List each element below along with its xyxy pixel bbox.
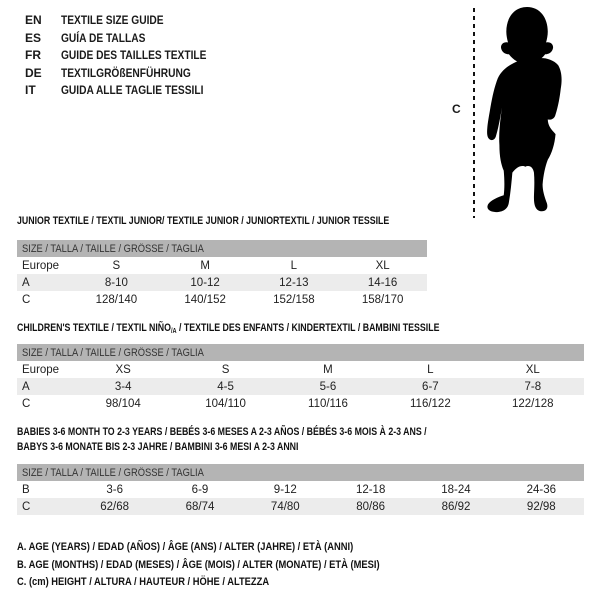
lang-row-es <box>25 30 232 48</box>
lang-row-de <box>25 65 232 83</box>
size-cell: 92/98 <box>526 500 556 513</box>
row-label: Europe <box>22 259 60 272</box>
size-cell: XS <box>115 363 131 376</box>
size-cell: 18-24 <box>441 483 471 496</box>
size-cell: 14-16 <box>367 276 398 289</box>
table-row <box>17 274 427 291</box>
section-children-title <box>17 321 545 339</box>
row-label: C <box>22 500 31 513</box>
size-cell: L <box>290 259 298 272</box>
section-babies-title-line1: BABIES 3-6 MONTH TO 2-3 YEARS / BEBÉS 3-6 MESES A 2-3 AÑOS / BÉBÉS 3-6 MOIS À 2-3 ANS / <box>17 426 427 438</box>
size-header-bar <box>17 464 584 481</box>
size-cell: 122/128 <box>511 397 554 410</box>
lang-row-fr <box>25 47 232 65</box>
size-table-junior <box>17 240 427 308</box>
row-label: A <box>22 276 30 289</box>
size-cell: 98/104 <box>105 397 141 410</box>
size-cell: 116/122 <box>410 397 451 410</box>
size-cell: 24-36 <box>526 483 557 496</box>
size-cell: 128/140 <box>95 293 138 306</box>
size-cell: M <box>323 363 333 376</box>
size-cell: 86/92 <box>441 500 471 513</box>
table-row <box>17 498 584 515</box>
title-pre: CHILDREN'S TEXTILE / TEXTIL NIÑO <box>17 322 171 334</box>
size-cell: 3-6 <box>106 483 123 496</box>
size-cell: 5-6 <box>319 380 337 393</box>
legend-line-c <box>17 574 444 592</box>
legend <box>17 539 444 592</box>
size-cell: S <box>221 363 230 376</box>
row-label: A <box>22 380 30 393</box>
section-junior-title <box>17 214 482 229</box>
lang-label: TEXTILE SIZE GUIDE <box>61 13 164 27</box>
size-cell: 4-5 <box>217 380 234 393</box>
legend-line-a-text: A. AGE (YEARS) / EDAD (AÑOS) / ÂGE (ANS) / ALTER (JAHRE) / ETÀ (ANNI) <box>17 541 354 553</box>
size-cell: 140/152 <box>184 293 226 306</box>
table-row <box>17 481 584 498</box>
table-row <box>17 361 584 378</box>
size-cell: 12-18 <box>355 483 386 496</box>
size-header-text: SIZE / TALLA / TAILLE / GRÖSSE / TAGLIA <box>22 242 204 255</box>
title-subscript: /A <box>170 328 177 335</box>
legend-line-c-text: C. (cm) HEIGHT / ALTURA / HAUTEUR / HÖHE / ALTEZZA <box>17 576 270 588</box>
toddler-silhouette-icon <box>483 5 578 217</box>
size-header-bar <box>17 344 584 361</box>
row-label: Europe <box>22 363 60 376</box>
size-cell: 7-8 <box>524 380 542 393</box>
size-header-bar <box>17 240 427 257</box>
lang-row-it <box>25 82 232 100</box>
lang-code: FR <box>25 48 41 62</box>
size-cell: 152/158 <box>273 293 315 306</box>
section-babies-title <box>17 425 529 455</box>
section-babies-title-line2: BABYS 3-6 MONATE BIS 2-3 JAHRE / BAMBINI 3-6 MESI A 2-3 ANNI <box>17 441 299 453</box>
size-cell: M <box>200 259 210 272</box>
size-cell: 158/170 <box>361 293 404 306</box>
lang-code: EN <box>25 13 42 27</box>
size-header-row <box>17 464 584 481</box>
language-list <box>25 12 232 100</box>
size-cell: 62/68 <box>100 500 130 513</box>
height-label-c: C <box>452 102 461 116</box>
table-row <box>17 291 427 308</box>
title-post: / TEXTILE DES ENFANTS / KINDERTEXTIL / BAMBINI TESSILE <box>176 322 440 334</box>
size-cell: 9-12 <box>273 483 297 496</box>
lang-label: GUÍA DE TALLAS <box>61 30 146 45</box>
lang-row-en <box>25 12 232 30</box>
size-cell: 6-9 <box>191 483 209 496</box>
size-cell: 80/86 <box>356 500 386 513</box>
lang-code: ES <box>25 30 42 45</box>
size-cell: 110/116 <box>308 397 348 410</box>
legend-line-b <box>17 557 444 575</box>
size-header-row <box>17 240 427 257</box>
size-cell: XL <box>525 363 540 376</box>
row-label: C <box>22 397 31 410</box>
size-header-text: SIZE / TALLA / TAILLE / GRÖSSE / TAGLIA <box>22 466 204 479</box>
size-cell: 6-7 <box>422 380 439 393</box>
section-children-title-text <box>17 321 439 339</box>
height-measure-line <box>473 8 475 218</box>
size-table-babies <box>17 464 584 515</box>
section-junior-title-text: JUNIOR TEXTILE / TEXTIL JUNIOR/ TEXTILE JUNIOR / JUNIORTEXTIL / JUNIOR TESSILE <box>17 215 390 227</box>
size-cell: 3-4 <box>114 380 132 393</box>
row-label: C <box>22 293 31 306</box>
legend-line-b-text: B. AGE (MONTHS) / EDAD (MESES) / ÂGE (MOIS) / ALTER (MONATE) / ETÀ (MESI) <box>17 558 380 571</box>
row-label: B <box>22 483 30 496</box>
size-cell: 68/74 <box>185 500 215 513</box>
lang-label: TEXTILGRÖßENFÜHRUNG <box>61 65 191 80</box>
size-header-row <box>17 344 584 361</box>
size-cell: 12-13 <box>279 276 309 289</box>
lang-code: DE <box>25 65 42 80</box>
lang-code: IT <box>25 83 36 97</box>
size-table-children <box>17 344 584 412</box>
table-row <box>17 395 584 412</box>
table-row <box>17 257 427 274</box>
table-row <box>17 378 584 395</box>
size-cell: L <box>427 363 434 376</box>
lang-label: GUIDE DES TAILLES TEXTILE <box>61 48 207 62</box>
size-cell: 8-10 <box>104 276 128 289</box>
size-cell: 104/110 <box>205 397 246 410</box>
legend-line-a <box>17 539 444 557</box>
size-header-text: SIZE / TALLA / TAILLE / GRÖSSE / TAGLIA <box>22 346 204 359</box>
size-cell: 74/80 <box>270 500 300 513</box>
size-cell: S <box>112 259 121 272</box>
size-cell: XL <box>375 259 390 272</box>
lang-label: GUIDA ALLE TAGLIE TESSILI <box>61 83 204 97</box>
size-cell: 10-12 <box>190 276 220 289</box>
